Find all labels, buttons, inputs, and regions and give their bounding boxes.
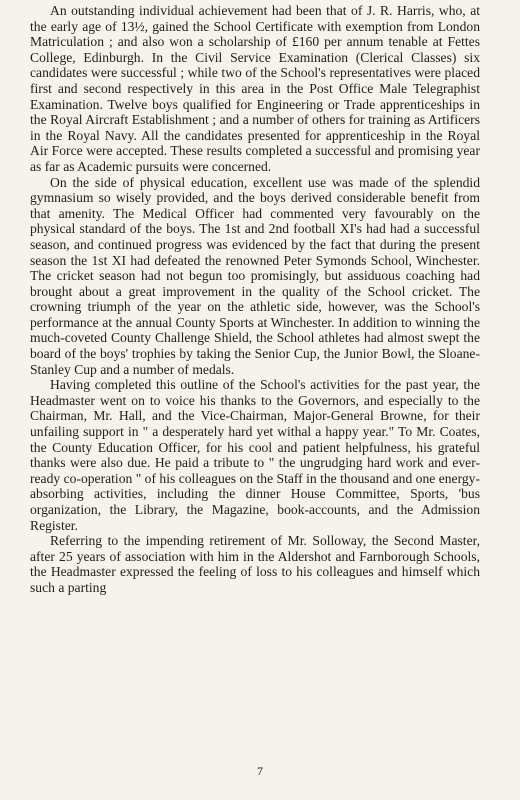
paragraph-physical-education: On the side of physical education, excellent use was made of the splendid gymnasium so wisely provided, and the boys derived considerable benefit from that amenity. The Medical Officer had commented very favourably on the physical standard of the boys. The 1st and 2nd football XI's had had a successful season, and continued progress was evidenced by the fact that during the present season the 1st XI had defeated the renowned Peter Symonds School, Winchester. The cricket season had not begun too promisingly, but assiduous coaching had brought about a great improvement in the quality of the School cricket. The crowning triumph of the year on the athletic side, however, was the School's performance at the annual County Sports at Winchester. In addition to winning the much-coveted County Challenge Shield, the School athletes had almost swept the board of the boys' trophies by taking the Senior Cup, the Junior Bowl, the Sloane-Stanley Cup and a number of medals. bbox=[30, 174, 480, 377]
paragraph-academic-achievements: An outstanding individual achievement had been that of J. R. Harris, who, at the early age of 13½, gained the School Certificate with exemption from London Matriculation ; and also won a scholarship of £160 per annum tenable at Fettes College, Edinburgh. In the Civil Service Examination (Clerical Classes) six candidates were successful ; while two of the School's representatives were placed first and second respectively in this area in the Post Office Male Telegraphist Examination. Twelve boys qualified for Engineering or Trade apprenticeships in the Royal Aircraft Establishment ; and a number of others for training as Artificers in the Royal Navy. All the candidates presented for apprenticeship in the Royal Air Force were accepted. These results completed a successful and promising year as far as Academic pursuits were concerned. bbox=[30, 3, 480, 174]
page-number: 7 bbox=[257, 764, 263, 778]
paragraph-headmaster-thanks: Having completed this outline of the School's activities for the past year, the Headmaster went on to voice his thanks to the Governors, and especially to the Chairman, Mr. Hall, and the Vice-Chairman, Major-General Browne, for their unfailing support in " a desperately hard yet withal a happy year." To Mr. Coates, the County Education Officer, for his cool and patient helpfulness, his grateful thanks were also due. He paid a tribute to " the ungrudging hard work and ever-ready co-operation " of his colleagues on the Staff in the thousand and one energy-absorbing activities, including the dinner House Committee, Sports, 'bus organization, the Library, the Magazine, book-accounts, and the Admission Register. bbox=[30, 377, 480, 533]
paragraph-retirement: Referring to the impending retirement of Mr. Solloway, the Second Master, after 25 years of association with him in the Aldershot and Farnborough Schools, the Headmaster expressed the feeling of loss to his colleagues and himself which such a parting bbox=[30, 533, 480, 595]
